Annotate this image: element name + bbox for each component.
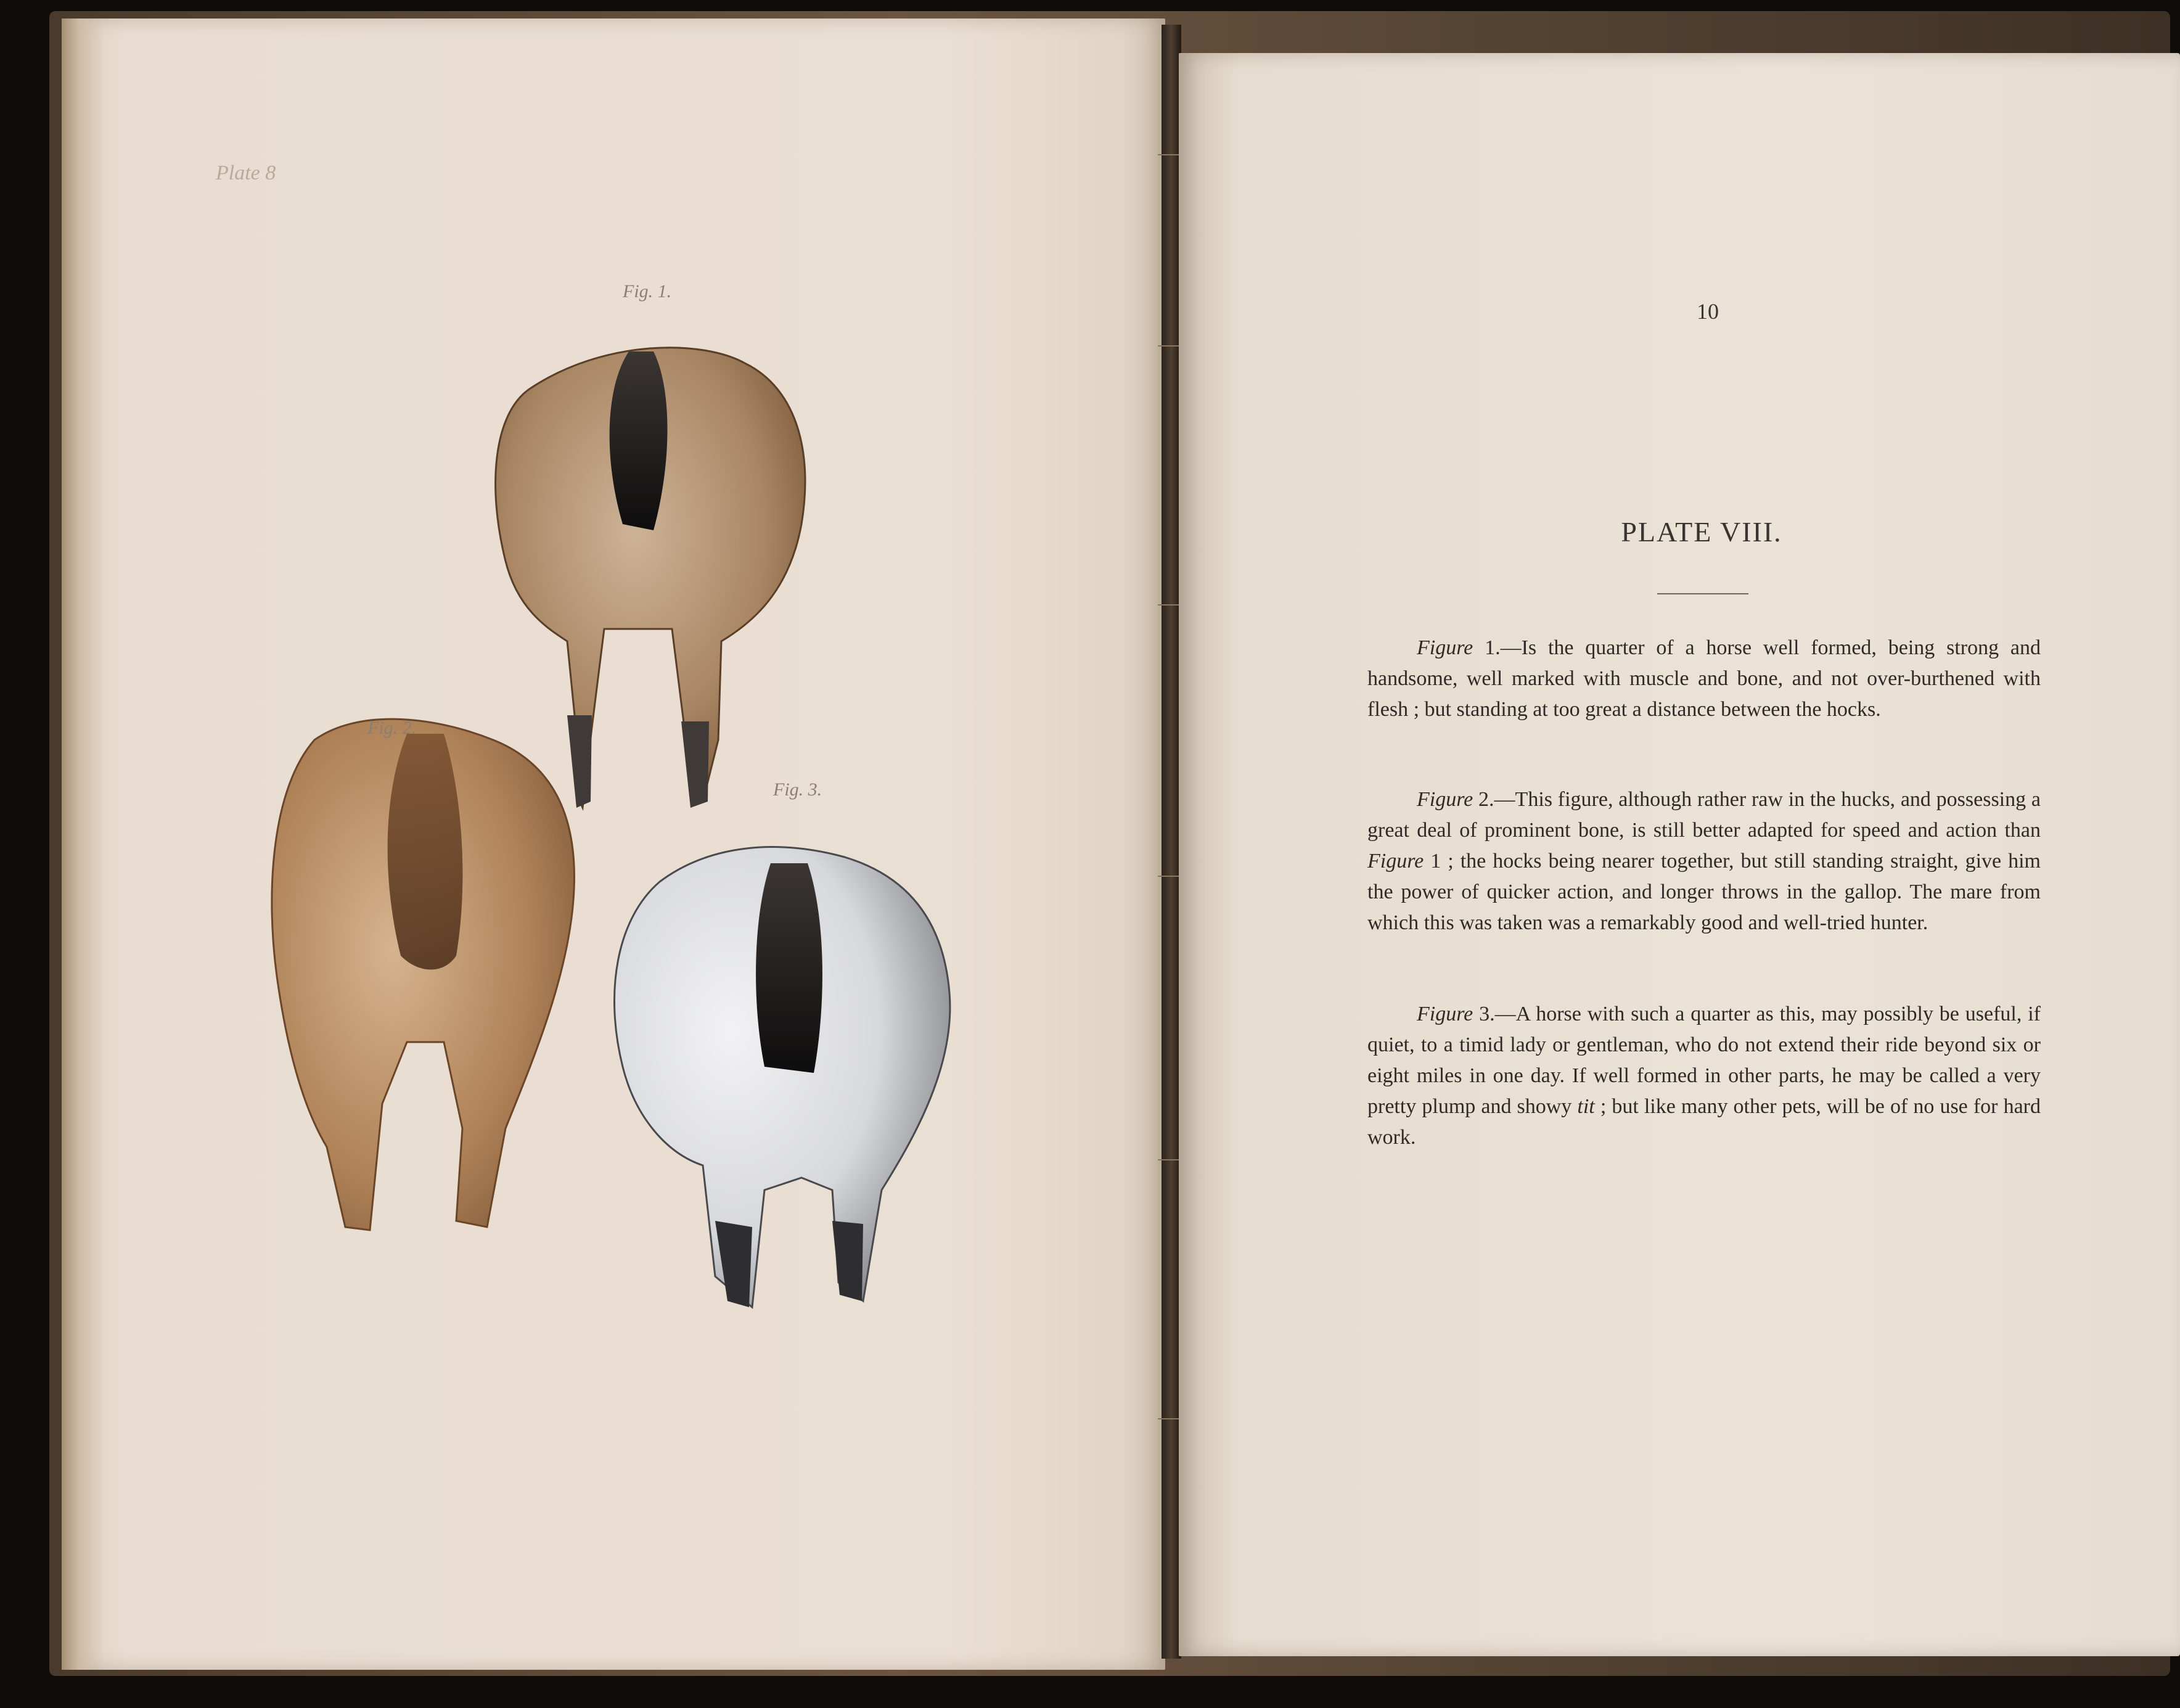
paragraph-figure-3 [1367,999,2041,1153]
figure-ref: Figure [1417,1003,1473,1025]
plate-number-label: Plate 8 [216,162,276,184]
figure-2-label: Fig. 2. [367,718,417,738]
figure-1-label: Fig. 1. [623,281,672,302]
paragraph-text: ; but like many other pets, will be of no use for hard work. [1367,1095,2041,1149]
figure-3-label: Fig. 3. [773,779,822,800]
paragraph-text: 1.—Is the quarter of a horse well formed, being strong and handsome, well marked with muscle and bone, and not over-burthened with flesh ; but standing at too great a distance between the hocks. [1367,636,2041,721]
figure-1-horse [496,348,805,808]
horse-quarters-illustration [62,18,1165,1670]
plate-title: PLATE VIII. [1621,516,1782,548]
paragraph-figure-2 [1367,784,2041,938]
paragraph-text: 1 ; the hocks being nearer together, but still standing straight, give him the power of quicker action, and longer throws in the gallop. The mare from which this was taken was a remarkably good and well-tried hunter. [1367,850,2041,934]
italic-word: tit [1577,1095,1595,1118]
paragraph-text: 2.—This figure, although rather raw in the hucks, and possessing a great deal of prominent bone, is still better adapted for speed and action than [1367,788,2041,842]
figure-ref: Figure [1367,850,1424,872]
figure-3-horse [615,847,950,1307]
figure-2-horse [272,719,575,1230]
page-number: 10 [1697,299,1719,324]
figure-ref: Figure [1417,788,1473,811]
figure-ref: Figure [1417,636,1473,659]
paragraph-text: 3.—A horse with such a quarter as this, may possibly be useful, if quiet, to a timid lady or gentleman, who do not extend their ride beyond six or eight miles in one day. If well formed in other parts, he may be called a very pretty plump and showy [1367,1003,2041,1118]
paragraph-figure-1 [1367,633,2041,725]
title-rule [1657,593,1748,594]
